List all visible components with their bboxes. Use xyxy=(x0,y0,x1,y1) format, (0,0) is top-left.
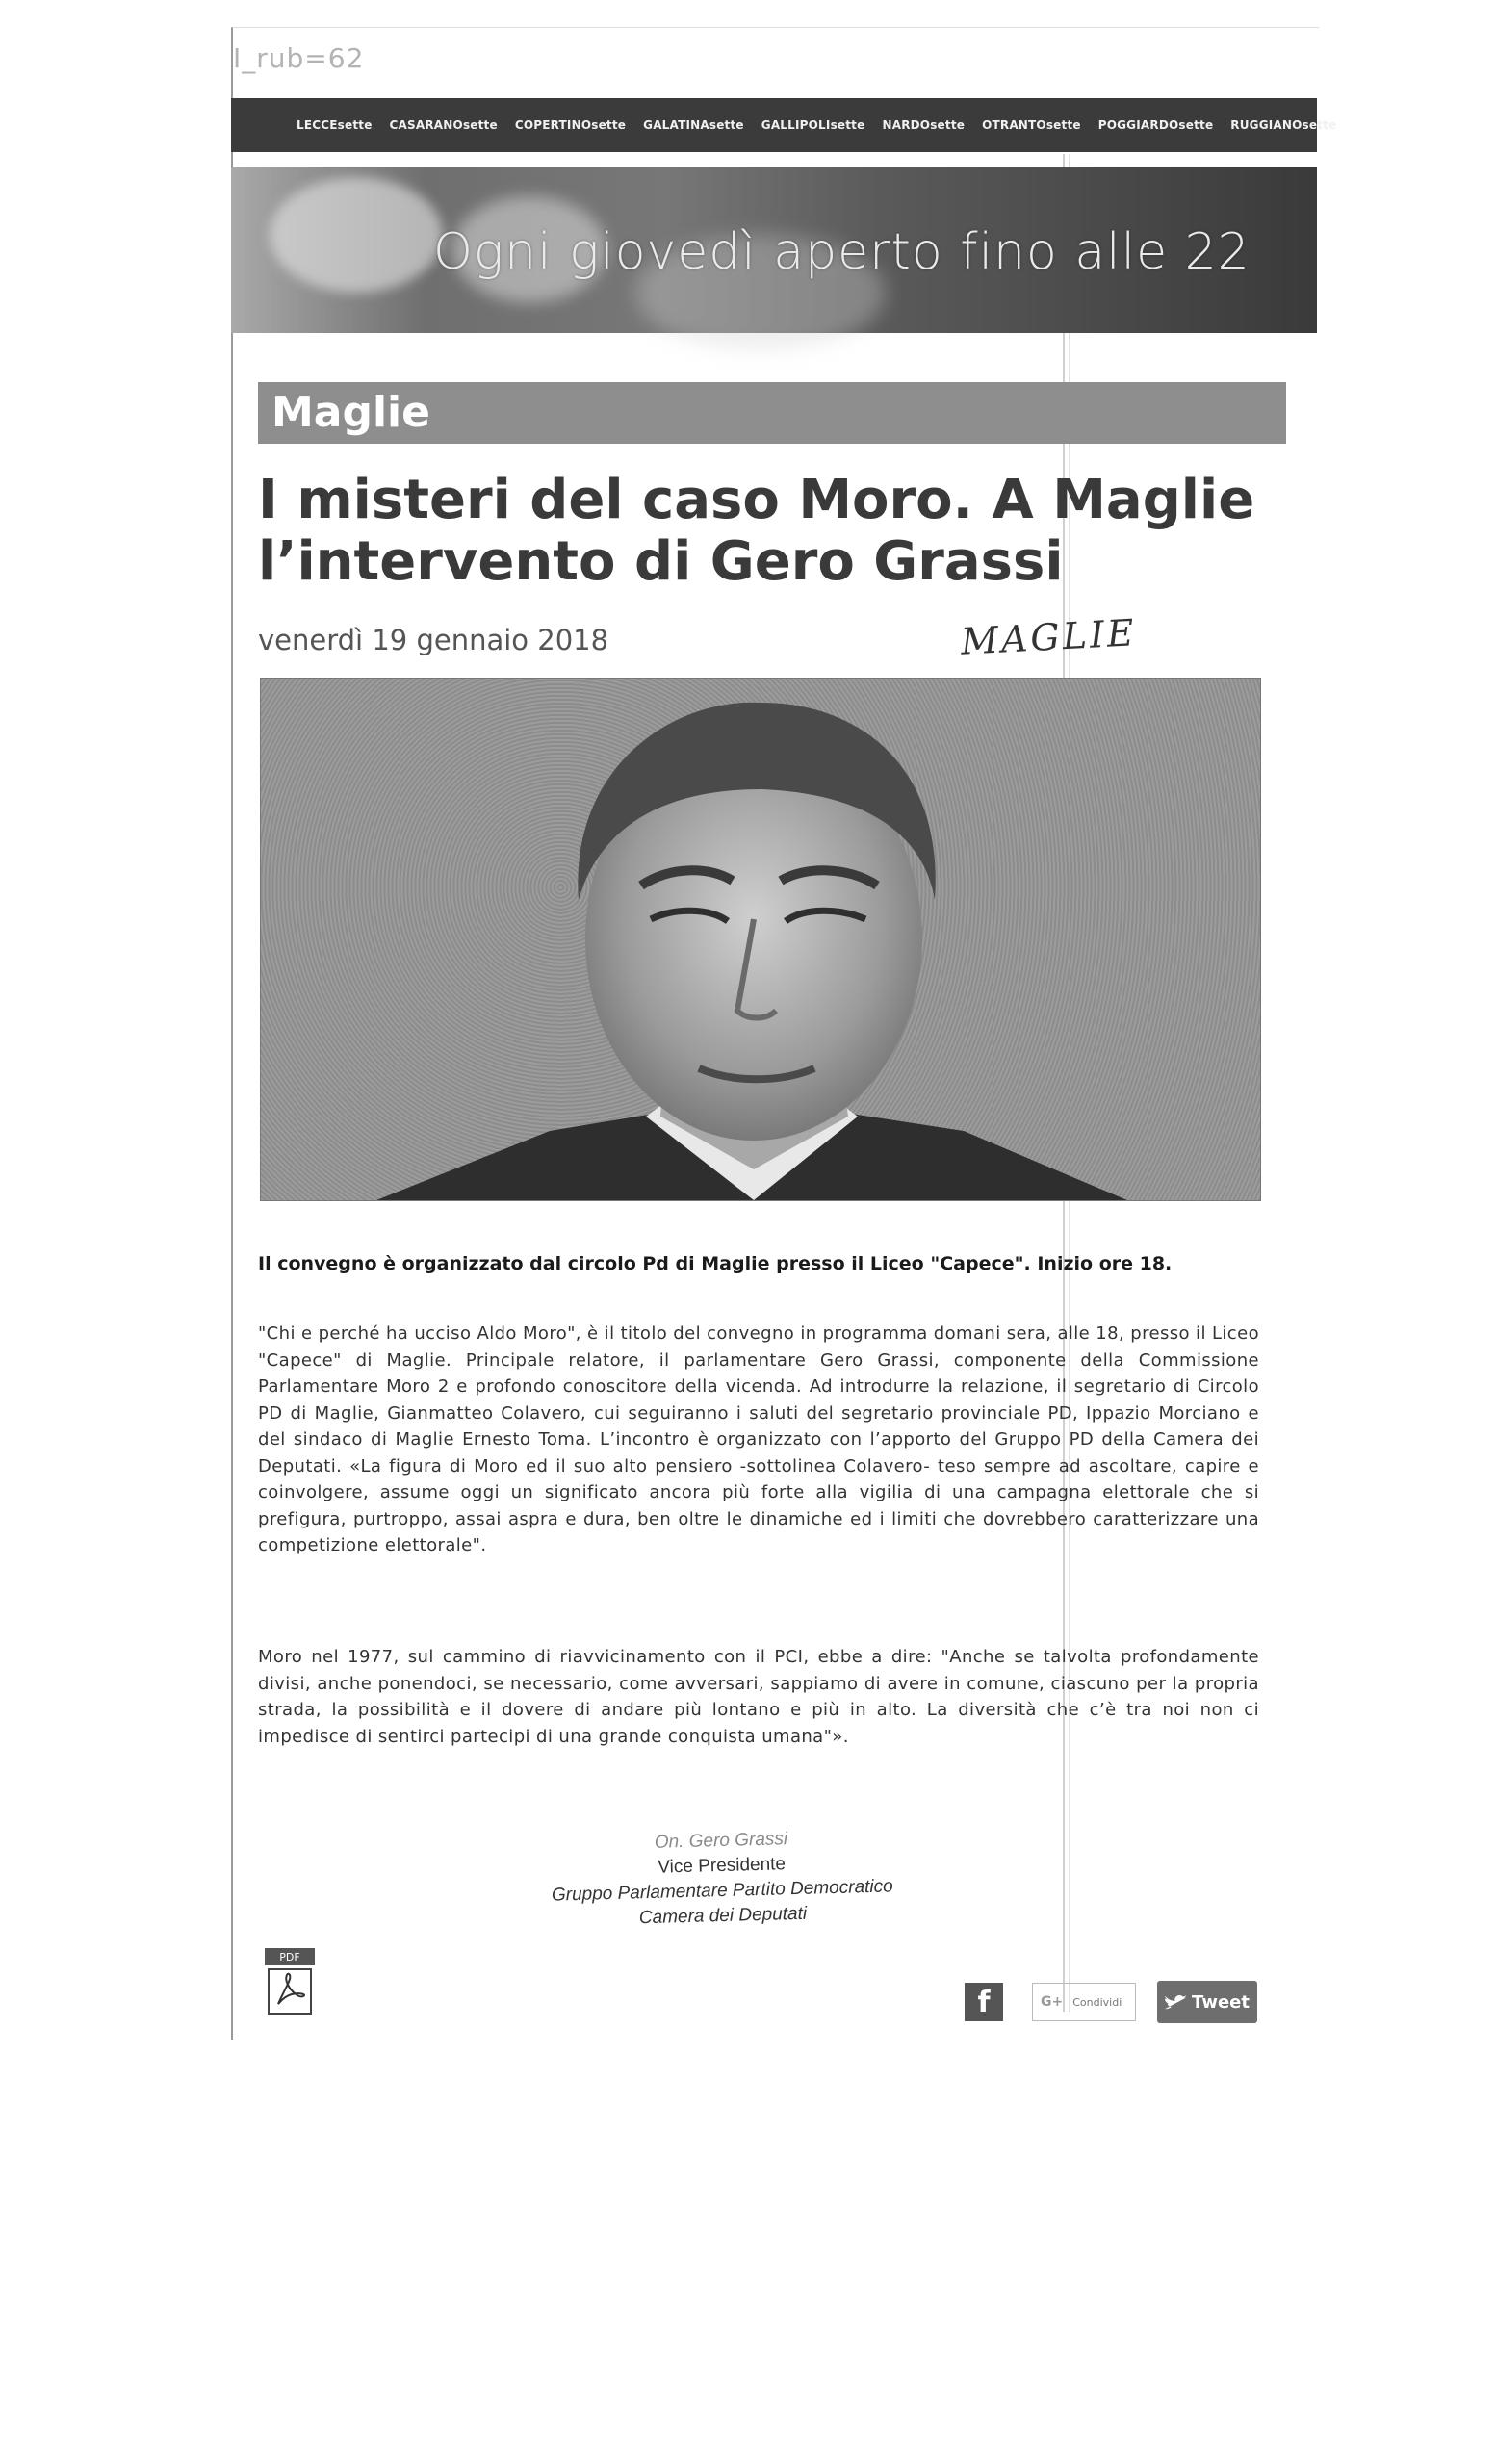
nav-link[interactable]: OTRANTOsette xyxy=(982,118,1081,132)
nav-link[interactable]: POGGIARDOsette xyxy=(1097,118,1214,132)
twitter-bird-icon xyxy=(1165,1994,1184,2010)
portrait-image xyxy=(261,679,1260,1200)
handwritten-note: MAGLIE xyxy=(959,611,1138,663)
banner-decoration xyxy=(270,177,443,293)
pdf-download-icon[interactable] xyxy=(265,1948,315,2015)
article-headline: I misteri del caso Moro. A Maglie l’intervento di Gero Grassi xyxy=(258,469,1255,593)
nav-link[interactable]: COPERTINOsette xyxy=(514,118,627,132)
pdf-label: PDF xyxy=(279,1951,300,1964)
signature-name: On. Gero Grassi xyxy=(654,1829,788,1853)
article-lead: Il convegno è organizzato dal circolo Pd di Maglie presso il Liceo "Capece". Inizio ore 18. xyxy=(258,1253,1173,1274)
gplus-icon: G+ xyxy=(1041,1994,1064,2010)
article-paragraph: "Chi e perché ha ucciso Aldo Moro", è il titolo del convegno in programma domani sera, alle 18, presso il Liceo "Capece" di Maglie. Principale relatore, il parlamentare Gero Grassi, componente della Commissione Parlamentare Moro 2 e profondo conoscitore della vicenda. Ad introdurre la relazione, il segretario di Circolo PD di Maglie, Gianmatteo Colavero, cui seguiranno i saluti del segretario provinciale PD, Ippazio Morciano e del sindaco di Maglie Ernesto Toma. L’incontro è organizzato con l’apporto del Gruppo PD della Camera dei Deputati. «La figura di Moro ed il suo alto pensiero -sottolinea Colavero- teso sempre ad ascoltare, capire e coinvolgere, assume oggi un significato ancora più forte alla vigilia di una campagna elettorale che si prefigura, purtroppo, assai aspra e dura, ben oltre le dinamiche ed i limiti che dovrebbero caratterizzare una competizione elettorale". xyxy=(258,1323,1259,1555)
signature-group: Gruppo Parlamentare Partito Democratico xyxy=(551,1876,893,1906)
article-date: venerdì 19 gennaio 2018 xyxy=(258,624,609,656)
section-tag[interactable]: Maglie xyxy=(258,382,1286,444)
signature-block xyxy=(500,1823,945,1935)
gplus-share-label: Condividi xyxy=(1072,1995,1122,2009)
nav-link[interactable]: GALATINAsette xyxy=(643,118,744,132)
nav-link[interactable]: CASARANOsette xyxy=(389,118,498,132)
scan-stamp: I_rub=62 xyxy=(233,42,365,74)
tweet-label: Tweet xyxy=(1192,1991,1250,2013)
tweet-button[interactable] xyxy=(1157,1981,1257,2023)
nav-link[interactable]: GALLIPOLIsette xyxy=(761,118,865,132)
signature-chamber: Camera dei Deputati xyxy=(638,1903,808,1929)
signature-role: Vice Presidente xyxy=(658,1854,787,1878)
banner-text: Ogni giovedì aperto fino alle 22 xyxy=(433,223,1251,281)
nav-link[interactable]: RUGGIANOsette xyxy=(1230,118,1337,132)
nav-link[interactable]: NARDOsette xyxy=(882,118,966,132)
facebook-share-button[interactable]: f xyxy=(965,1983,1003,2021)
gplus-share-button[interactable] xyxy=(1032,1983,1136,2021)
article-paragraph: Moro nel 1977, sul cammino di riavvicinamento con il PCI, ebbe a dire: "Anche se talvolta profondamente divisi, anche ponendoci, se necessario, come avversari, sappiamo di avere in comune, ciascuno per la propria strada, la possibilità e il dovere di andare più lontano e più in alto. La diversità che c’è tra noi non ci impedisce di sentirci partecipi di una grande conquista umana"». xyxy=(258,1647,1259,1747)
nav-link[interactable]: LECCEsette xyxy=(297,118,373,132)
article-photo xyxy=(260,678,1261,1201)
ad-banner[interactable] xyxy=(231,167,1317,333)
site-nav xyxy=(231,98,1337,152)
